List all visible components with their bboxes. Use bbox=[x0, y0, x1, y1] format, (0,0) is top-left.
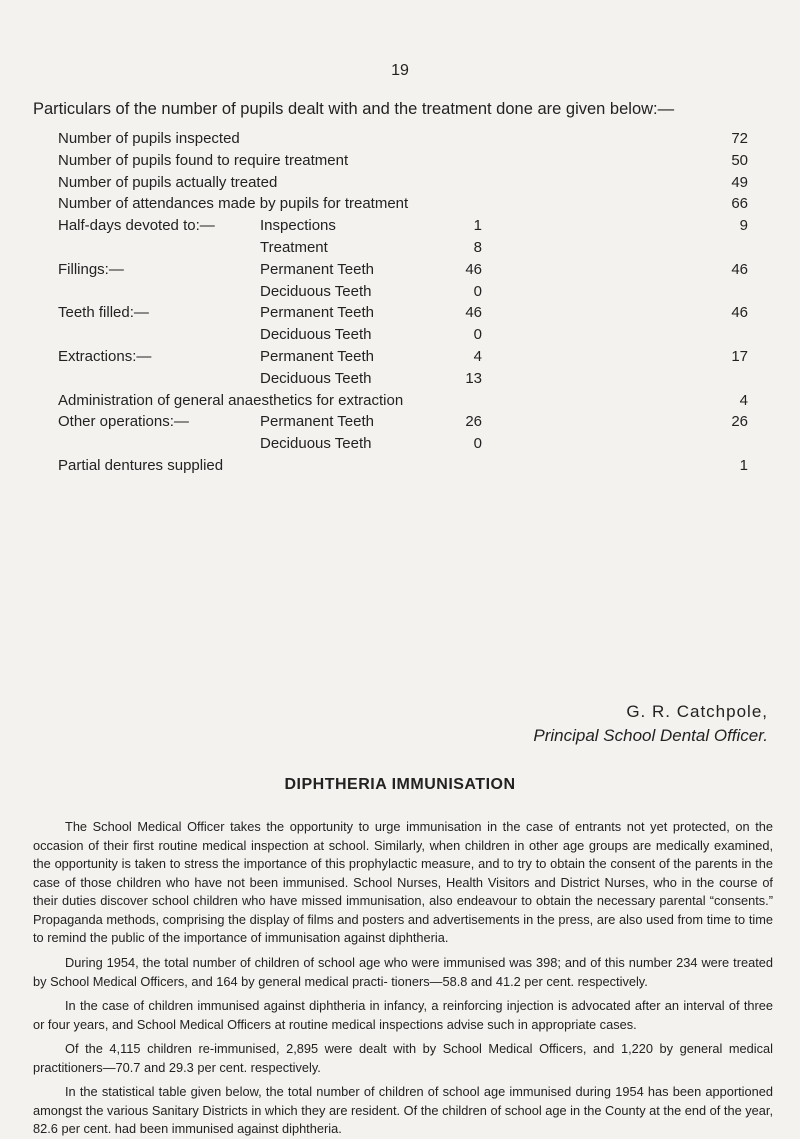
table-row bbox=[58, 392, 748, 414]
row-total: 4 bbox=[739, 391, 748, 409]
row-label: Number of attendances made by pupils for treatment bbox=[58, 195, 409, 213]
row-sublabel: Permanent Teeth bbox=[260, 304, 374, 322]
table-row bbox=[58, 413, 748, 435]
row-sublabel: Deciduous Teeth bbox=[260, 369, 372, 387]
row-label: Administration of general anaesthetics for extraction bbox=[58, 391, 404, 409]
row-label: Number of pupils actually treated bbox=[58, 173, 278, 191]
row-total: 26 bbox=[731, 413, 748, 431]
signature-title: Principal School Dental Officer. bbox=[533, 726, 768, 745]
row-subvalue: 1 bbox=[473, 217, 482, 235]
page-number: 19 bbox=[391, 62, 409, 79]
table-row bbox=[58, 348, 748, 370]
row-label: Half-days devoted to:— bbox=[58, 217, 215, 235]
row-label: Partial dentures supplied bbox=[58, 457, 224, 474]
row-total: 17 bbox=[731, 348, 748, 365]
row-label: Number of pupils inspected bbox=[58, 130, 240, 147]
row-subvalue: 0 bbox=[473, 282, 482, 300]
row-label: Other operations:— bbox=[58, 413, 189, 431]
row-total: 9 bbox=[739, 217, 748, 235]
row-subvalue: 46 bbox=[465, 260, 482, 278]
row-sublabel: Deciduous Teeth bbox=[260, 435, 372, 453]
row-subvalue: 13 bbox=[465, 369, 482, 387]
signature-name: G. R. Catchpole, bbox=[626, 702, 768, 721]
paragraph-4: Of the 4,115 children re-immunised, 2,895 were dealt with by School Medical Officers, and 1,220 by general medical practitioners—70.7 and 29.3 per cent. respectively. bbox=[33, 1041, 773, 1075]
row-label: Fillings:— bbox=[58, 260, 124, 278]
row-total: 50 bbox=[731, 151, 748, 169]
row-total: 1 bbox=[739, 457, 748, 474]
table-row bbox=[58, 261, 748, 283]
section-heading: DIPHTHERIA IMMUNISATION bbox=[284, 776, 516, 793]
row-sublabel: Deciduous Teeth bbox=[260, 326, 372, 344]
row-sublabel: Treatment bbox=[260, 239, 328, 256]
row-total: 49 bbox=[731, 173, 748, 191]
table-row bbox=[58, 152, 748, 174]
table-row bbox=[58, 435, 748, 457]
table-row bbox=[58, 217, 748, 239]
table-row bbox=[58, 457, 748, 479]
row-subvalue: 4 bbox=[473, 348, 482, 365]
intro-text: Particulars of the number of pupils dealt with and the treatment done are given below:— bbox=[33, 100, 675, 118]
table-row bbox=[58, 195, 748, 217]
row-subvalue: 26 bbox=[465, 413, 482, 431]
row-total: 46 bbox=[731, 260, 748, 278]
table-row bbox=[58, 370, 748, 392]
row-total: 66 bbox=[731, 195, 748, 213]
row-label: Number of pupils found to require treatment bbox=[58, 151, 349, 169]
paragraph-1: The School Medical Officer takes the opportunity to urge immunisation in the case of entrants not yet protected, on the occasion of their first routine medical inspection at school. Similarly, when children in other age groups are medically examined, the opportunity is taken to stress the importance of this prophylactic measure, and to try to obtain the consent of the parents in the case of those children who have not been immunised. School Nurses, Health Visitors and District Nurses, who in the course of their duties discover school children who have missed immunisation, also endeavour to obtain the necessary parental “consents.” Propaganda methods, comprising the display of films and posters and advertisements in the press, are also used from time to time to remind the public of the importance of immunisation against diphtheria. bbox=[33, 819, 773, 946]
row-subvalue: 0 bbox=[473, 435, 482, 453]
row-sublabel: Permanent Teeth bbox=[260, 348, 374, 365]
row-subvalue: 8 bbox=[473, 239, 482, 256]
row-sublabel: Permanent Teeth bbox=[260, 260, 374, 278]
row-label: Extractions:— bbox=[58, 348, 152, 365]
table-row bbox=[58, 174, 748, 196]
paragraph-3: In the case of children immunised against diphtheria in infancy, a reinforcing injection is advocated after an interval of three or four years, and School Medical Officers at routine medical inspections advise such in appropriate cases. bbox=[33, 998, 773, 1032]
row-sublabel: Permanent Teeth bbox=[260, 413, 374, 431]
table-row bbox=[58, 239, 748, 261]
row-sublabel: Inspections bbox=[260, 217, 336, 235]
paragraph-2: During 1954, the total number of children of school age who were immunised was 398; and of this number 234 were treated by School Medical Officers, and 164 by general medical practi- tioners—58.8 and 41.2 per cent. respectively. bbox=[33, 955, 773, 989]
table-row bbox=[58, 326, 748, 348]
row-total: 72 bbox=[731, 130, 748, 147]
row-label: Teeth filled:— bbox=[58, 304, 149, 322]
row-sublabel: Deciduous Teeth bbox=[260, 282, 372, 300]
row-total: 46 bbox=[731, 304, 748, 322]
table-row bbox=[58, 283, 748, 305]
paragraph-5: In the statistical table given below, the total number of children of school age immunised during 1954 has been apportioned amongst the various Sanitary Districts in which they are resident. Of the children of school age in the County at the end of the year, 82.6 per cent. had been immunised against diphtheria. bbox=[33, 1084, 773, 1137]
table-row bbox=[58, 304, 748, 326]
row-subvalue: 46 bbox=[465, 304, 482, 322]
table-row bbox=[58, 130, 748, 152]
row-subvalue: 0 bbox=[473, 326, 482, 344]
